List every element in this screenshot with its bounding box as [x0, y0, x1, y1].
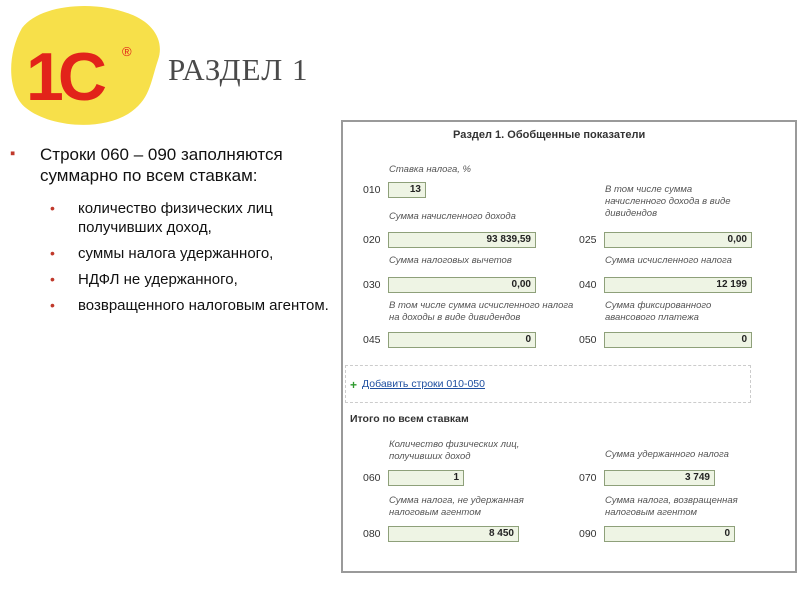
tax-calc-field[interactable]: 12 199 [604, 277, 752, 293]
logo-graphic [0, 0, 170, 130]
logo-text: 1С [26, 39, 101, 115]
rate-label: Ставка налога, % [389, 164, 471, 175]
totals-heading: Итого по всем ставкам [350, 413, 469, 425]
div-tax-label: В том числе сумма исчисленного налога на доходы в виде дивидендов [389, 300, 574, 323]
income-code: 020 [363, 234, 381, 246]
add-rows-link[interactable]: Добавить строки 010-050 [362, 378, 485, 390]
withheld-field[interactable]: 3 749 [604, 470, 715, 486]
deductions-label: Сумма налоговых вычетов [389, 255, 512, 266]
div-income-field[interactable]: 0,00 [604, 232, 752, 248]
sub-bullet-list [10, 199, 335, 315]
withheld-code: 070 [579, 472, 597, 484]
tax-calc-label: Сумма исчисленного налога [605, 255, 732, 266]
logo-1c [0, 0, 170, 130]
deductions-field[interactable]: 0,00 [388, 277, 536, 293]
div-income-code: 025 [579, 234, 597, 246]
div-tax-code: 045 [363, 334, 381, 346]
returned-field[interactable]: 0 [604, 526, 735, 542]
persons-field[interactable]: 1 [388, 470, 464, 486]
rate-code: 010 [363, 184, 381, 196]
sub-bullet-item: • суммы налога удержанного, [10, 244, 335, 263]
income-label: Сумма начисленного дохода [389, 211, 516, 222]
returned-label: Сумма налога, возвращенная налоговым агентом [605, 495, 738, 518]
income-field[interactable]: 93 839,59 [388, 232, 536, 248]
section1-form [343, 122, 795, 571]
advance-field[interactable]: 0 [604, 332, 752, 348]
withheld-label: Сумма удержанного налога [605, 449, 729, 460]
bullet-main: ▪ Строки 060 – 090 заполняются суммарно по всем ставкам: [10, 144, 335, 186]
sub-bullet-item: • НДФЛ не удержанного, [10, 270, 335, 289]
not-withheld-field[interactable]: 8 450 [388, 526, 519, 542]
div-tax-field[interactable]: 0 [388, 332, 536, 348]
persons-code: 060 [363, 472, 381, 484]
deductions-code: 030 [363, 279, 381, 291]
not-withheld-label: Сумма налога, не удержанная налоговым агентом [389, 495, 524, 518]
rate-field[interactable]: 13 [388, 182, 426, 198]
not-withheld-code: 080 [363, 528, 381, 540]
plus-icon[interactable]: + [350, 378, 358, 392]
div-income-label: В том числе сумма начисленного дохода в виде дивидендов [605, 184, 731, 219]
form-title: Раздел 1. Обобщенные показатели [453, 129, 646, 141]
advance-label: Сумма фиксированного авансового платежа [605, 300, 712, 323]
tax-calc-code: 040 [579, 279, 597, 291]
bullet-list [10, 144, 335, 322]
sub-bullet-item: • возвращенного налоговым агентом. [10, 296, 335, 315]
sub-bullet-item: • количество физических лиц получивших доход, [10, 199, 335, 237]
form-screenshot [341, 120, 797, 573]
advance-code: 050 [579, 334, 597, 346]
slide-title: РАЗДЕЛ 1 [168, 52, 309, 87]
persons-label: Количество физических лиц, получивших доход [389, 439, 520, 462]
returned-code: 090 [579, 528, 597, 540]
logo-registered: ® [122, 44, 132, 59]
add-rows-area [345, 365, 751, 403]
